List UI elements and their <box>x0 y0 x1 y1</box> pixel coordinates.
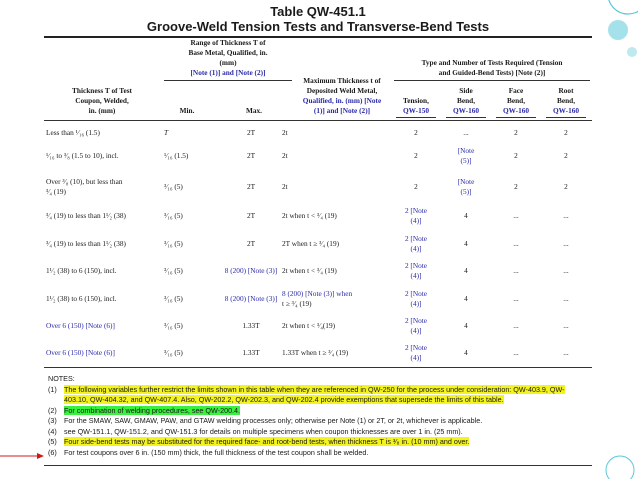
cell-weld: 2T when t ≥ ³⁄₄ (19) <box>282 238 340 248</box>
notes-section <box>48 374 588 458</box>
max-header: Max. <box>245 106 262 115</box>
note-4: (4) see QW-151.1, QW-151.2, and QW-151.3 for details on multiple specimens when coupon thicknesses are over 1 in. (25 mm). <box>48 426 463 436</box>
cell-max: 1.33T <box>242 348 260 357</box>
cell-tension: 2 <box>414 181 418 191</box>
root-underline <box>546 117 586 118</box>
cell-tension: 2 [Note (4)] <box>404 206 428 225</box>
tests-header-rule <box>394 80 590 81</box>
cell-side: [Note (5)] <box>457 176 475 196</box>
cell-min: ³⁄₁₆ (5) <box>164 238 183 248</box>
cell-thickness: Over ³⁄₈ (10), but less than ³⁄₄ (19) <box>46 176 123 196</box>
cell-root: ... <box>563 321 569 330</box>
decorative-circles <box>598 0 638 479</box>
cell-tension: 2 [Note (4)] <box>404 316 428 335</box>
cell-tension: 2 <box>414 151 418 160</box>
cell-root: ... <box>563 348 569 357</box>
red-arrow-icon <box>0 451 44 461</box>
cell-max: 2T <box>246 151 256 160</box>
cell-side: 4 <box>464 238 468 248</box>
cell-weld: 2t <box>282 128 288 137</box>
cell-face: 2 <box>514 181 518 191</box>
document-page <box>44 0 592 479</box>
header-bottom-rule <box>44 120 592 121</box>
cell-side: 4 <box>464 211 468 220</box>
note-3: (3) For the SMAW, SAW, GMAW, PAW, and GTAW welding processes only; otherwise per Note (1) or 2T, or 2t, whichever is applicable. <box>48 416 483 425</box>
cell-weld: 8 (200) [Note (3)] when t ≥ ³⁄₄ (19) <box>282 288 353 308</box>
cell-max: 2T <box>246 181 256 191</box>
cell-face: 2 <box>514 128 518 137</box>
cell-face: ... <box>513 321 519 330</box>
cell-min: ³⁄₁₆ (5) <box>164 348 183 357</box>
cell-face: ... <box>513 211 519 220</box>
cell-face: ... <box>513 348 519 357</box>
cell-max: 1.33T <box>242 321 260 330</box>
cell-weld: 2t <box>282 181 288 191</box>
cell-root: ... <box>563 238 569 248</box>
table-title: Table QW-451.1 <box>270 4 366 19</box>
max-weld-header: Maximum Thickness t of Deposited Weld Metal, Qualified, in. (mm) [Note (1)] and [Note (2)] <box>302 76 382 115</box>
cell-min: ³⁄₁₆ (5) <box>164 293 183 303</box>
cell-min: ³⁄₁₆ (5) <box>164 211 183 220</box>
side-bend-header: Side Bend, QW-160 <box>452 86 480 115</box>
cell-weld: 1.33T when t ≥ ³⁄₄ (19) <box>282 348 349 357</box>
cell-min: ¹⁄₁₆ (1.5) <box>164 151 189 160</box>
cell-side: 4 <box>464 293 468 303</box>
cell-thickness: 1¹⁄₂ (38) to 6 (150), incl. <box>46 293 117 303</box>
tension-header: Tension, QW-150 <box>402 96 430 115</box>
cell-tension: 2 <box>414 128 418 137</box>
cell-side: [Note (5)] <box>457 146 475 165</box>
cell-max: 2T <box>246 238 256 248</box>
tests-header: Type and Number of Tests Required (Tension and Guided-Bend Tests) [Note (2)] <box>421 58 563 77</box>
cell-tension: 2 [Note (4)] <box>404 261 428 280</box>
min-header: Min. <box>179 106 195 115</box>
top-rule <box>44 36 592 38</box>
cell-side: 4 <box>464 266 468 275</box>
cell-root: ... <box>563 266 569 275</box>
cell-thickness: ³⁄₄ (19) to less than 1¹⁄₂ (38) <box>46 238 126 248</box>
cell-thickness: ¹⁄₁₆ to ³⁄₈ (1.5 to 10), incl. <box>46 151 119 160</box>
note-6: (6) For test coupons over 6 in. (150 mm) thick, the full thickness of the test coupon shall be welded. <box>48 447 369 457</box>
cell-max: 2T <box>246 128 256 137</box>
cell-side: 4 <box>464 348 468 357</box>
cell-face: 2 <box>514 151 518 160</box>
face-underline <box>496 117 536 118</box>
cell-thickness: Over 6 (150) [Note (6)] <box>46 321 115 330</box>
cell-side: ... <box>463 128 469 137</box>
cell-face: ... <box>513 293 519 303</box>
cell-root: 2 <box>564 181 568 191</box>
cell-face: ... <box>513 238 519 248</box>
cell-max: 8 (200) [Note (3)] <box>224 293 278 303</box>
notes-bottom-rule <box>44 465 592 466</box>
cell-min: ³⁄₁₆ (5) <box>164 266 183 275</box>
cell-max: 8 (200) [Note (3)] <box>224 266 278 275</box>
note-5: (5) Four side-bend tests may be substituted for the required face- and root-bend tests, when thickness T is ³⁄₈ in. (10 mm) and over. <box>48 437 470 446</box>
root-bend-header: Root Bend, QW-160 <box>552 86 580 115</box>
notes-heading: NOTES: <box>48 374 75 383</box>
cell-root: ... <box>563 211 569 220</box>
range-header-rule <box>164 80 292 81</box>
cell-weld: 2t when t < ³⁄₄(19) <box>282 321 336 330</box>
cell-tension: 2 [Note (4)] <box>404 343 428 362</box>
cell-thickness: ³⁄₄ (19) to less than 1¹⁄₂ (38) <box>46 211 126 220</box>
cell-root: 2 <box>564 128 568 137</box>
cell-tension: 2 [Note (4)] <box>404 288 428 308</box>
note-1: (1) The following variables further restrict the limits shown in this table when they are referenced in QW-250 for the process under consideration: QW-403.9, QW-403.10, QW-404.32, and QW-407.4. Also, QW-202.2, QW-202.3, and QW-202.4 provide exemptions that supersede the limits of this table. <box>48 384 565 404</box>
cell-weld: 2t <box>282 151 288 160</box>
cell-root: 2 <box>564 151 568 160</box>
cell-thickness: 1¹⁄₂ (38) to 6 (150), incl. <box>46 266 117 275</box>
cell-face: ... <box>513 266 519 275</box>
table-subtitle: Groove-Weld Tension Tests and Transverse-Bend Tests <box>146 19 490 34</box>
side-underline <box>446 117 486 118</box>
face-bend-header: Face Bend, QW-160 <box>502 86 530 115</box>
thickness-header: Thickness T of Test Coupon, Welded, in. (mm) <box>72 86 132 115</box>
cell-min: ³⁄₁₆ (5) <box>164 181 183 191</box>
cell-root: ... <box>563 293 569 303</box>
cell-thickness: Over 6 (150) [Note (6)] <box>46 348 115 357</box>
table-bottom-rule <box>44 367 592 368</box>
cell-max: 2T <box>246 211 256 220</box>
cell-tension: 2 [Note (4)] <box>404 233 428 253</box>
cell-weld: 2t when t < ³⁄₄ (19) <box>282 266 337 275</box>
note-2: (2) For combination of welding procedures, see QW-200.4. <box>48 405 241 415</box>
tension-underline <box>396 117 436 118</box>
cell-min: ³⁄₁₆ (5) <box>164 321 183 330</box>
range-header: Range of Thickness T of Base Metal, Qualified, in. (mm) [Note (1)] and [Note (2)] <box>188 38 268 77</box>
cell-thickness: Less than ¹⁄₁₆ (1.5) <box>46 128 100 137</box>
cell-min: T <box>164 128 169 137</box>
cell-weld: 2t when t < ³⁄₄ (19) <box>282 211 337 220</box>
cell-side: 4 <box>464 321 468 330</box>
